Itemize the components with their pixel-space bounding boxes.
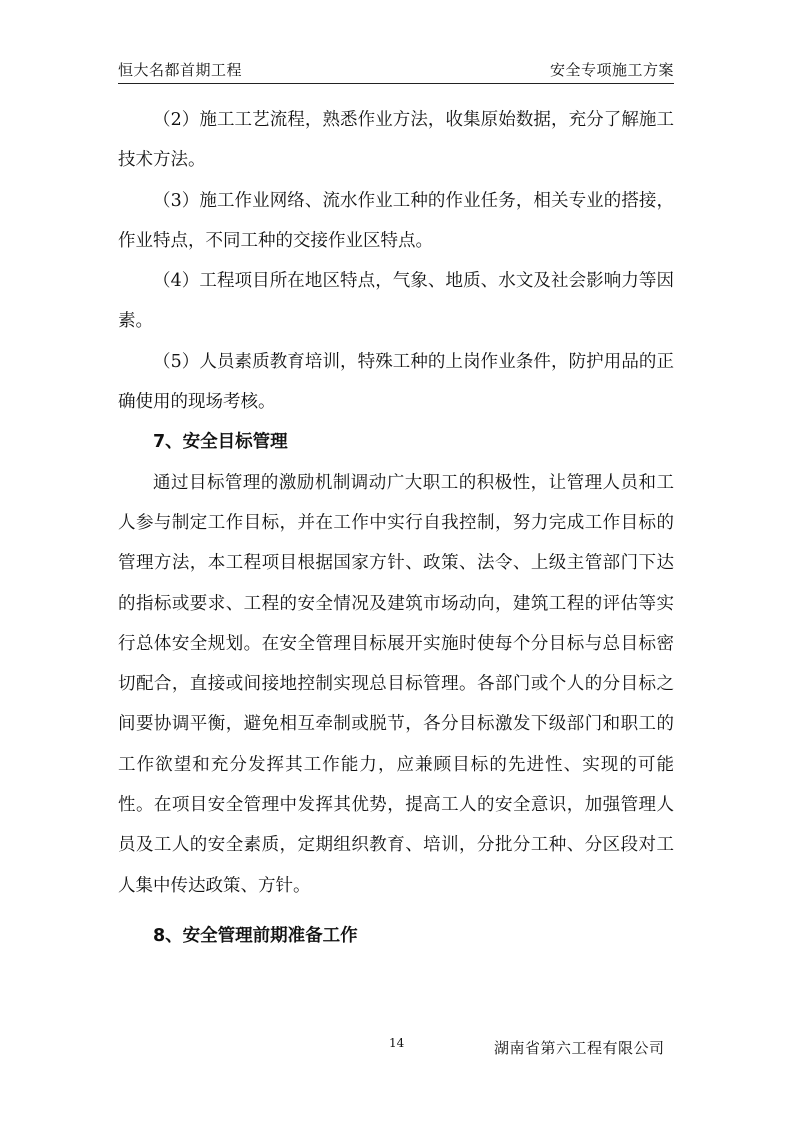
- section-7-paragraph: 通过目标管理的激励机制调动广大职工的积极性，让管理人员和工人参与制定工作目标，并在工作中实行自我控制，努力完成工作目标的管理方法，本工程项目根据国家方针、政策、法令、上级主管部门下达的指标或要求、工程的安全情况及建筑市场动向，建筑工程的评估等实行总体安全规划。在安全管理目标展开实施时使每个分目标与总目标密切配合，直接或间接地控制实现总目标管理。各部门或个人的分目标之间要协调平衡，避免相互牵制或脱节，各分目标激发下级部门和职工的工作欲望和充分发挥其工作能力，应兼顾目标的先进性、实现的可能性。在项目安全管理中发挥其优势，提高工人的安全意识，加强管理人员及工人的安全素质，定期组织教育、培训，分批分工种、分区段对工人集中传达政策、方针。: [118, 472, 674, 896]
- paragraph-item-2: （2）施工工艺流程，熟悉作业方法，收集原始数据，充分了解施工技术方法。: [118, 110, 674, 171]
- document-body: [118, 100, 674, 956]
- header-project-title: 恒大名都首期工程: [118, 61, 243, 79]
- page-number: 14: [389, 1036, 405, 1050]
- section-8-heading: 8、安全管理前期准备工作: [153, 925, 358, 946]
- paragraph-item-4: （4）工程项目所在地区特点，气象、地质、水文及社会影响力等因素。: [118, 271, 674, 332]
- header-document-title: 安全专项施工方案: [549, 61, 674, 79]
- paragraph-item-3: （3）施工作业网络、流水作业工种的作业任务，相关专业的搭接，作业特点，不同工种的交接作业区特点。: [118, 190, 674, 251]
- paragraph-item-5: （5）人员素质教育培训，特殊工种的上岗作业条件，防护用品的正确使用的现场考核。: [118, 351, 674, 413]
- section-7-heading: 7、安全目标管理: [153, 432, 288, 453]
- page-header: [118, 57, 674, 84]
- footer-company-name: 湖南省第六工程有限公司: [494, 1039, 665, 1057]
